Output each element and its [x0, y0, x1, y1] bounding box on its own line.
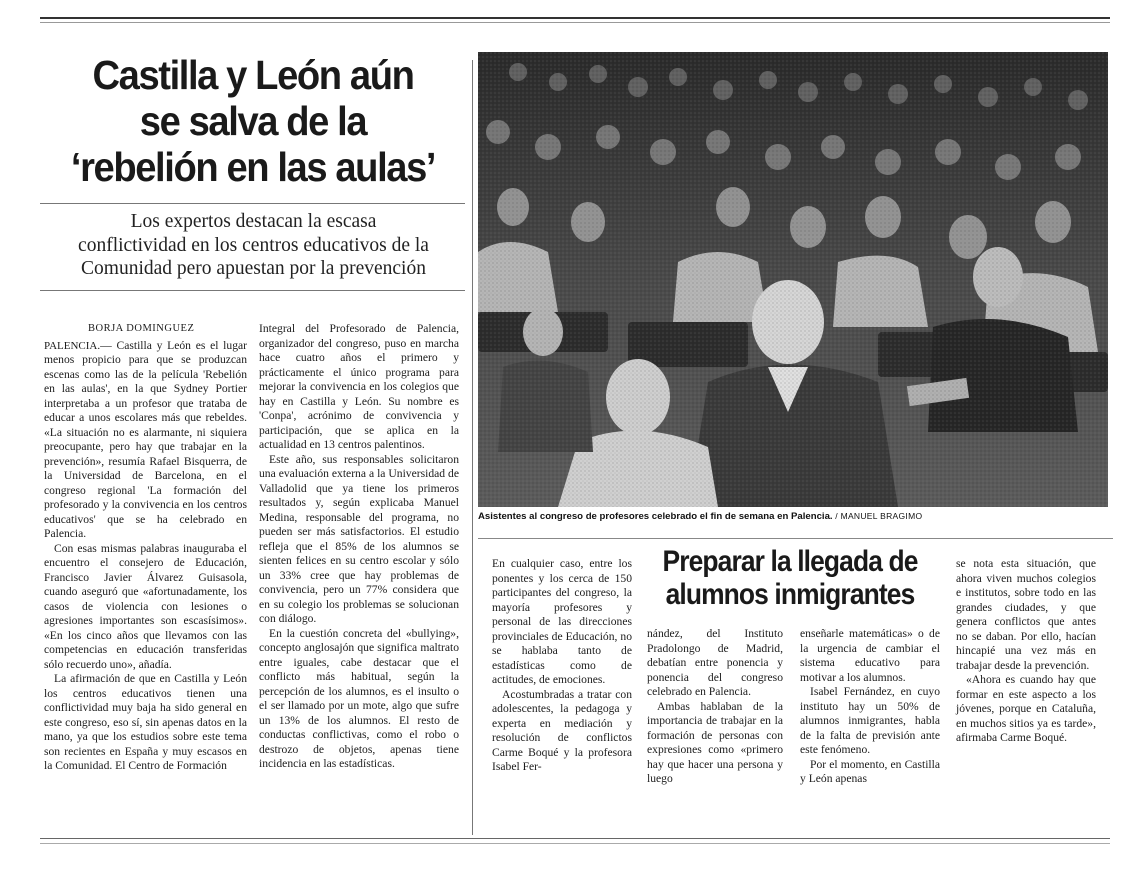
- article-text: — Castilla y León es el lugar menos propicio para que se produzcan escenas como las de la película 'Rebelión en las aulas', en la que Sydney Portier interpretaba a un profesor que trataba de educar a unos escolares más que rebeldes. «La situación no es alarmante, ni siquiera preocupante, pero hay que trabajar en la prevención», resumía Rafael Bisquerra, de la Universidad de Barcelona, en el congreso regional 'La formación del profesorado y la convivencia en los centros educativos' que se ha celebrado en Palencia.: [44, 338, 247, 540]
- sidebar-headline-line: Preparar la llegada de: [662, 545, 918, 578]
- sidebar-headline-line: alumnos inmigrantes: [665, 578, 915, 611]
- column-divider: [472, 60, 473, 835]
- sidebar-headline: [658, 545, 922, 611]
- sidebar-paragraph: En cualquier caso, entre los ponentes y los cerca de 150 participantes del congreso, la mayoría profesores y personal de las direcciones provinciales de Educación, no se hablaba tanto de estadísticas como de actitudes, de emociones.: [492, 557, 632, 686]
- article-paragraph: Con esas mismas palabras inauguraba el encuentro el consejero de Educación, Francisco Javier Álvarez Guisasola, cuando aseguró que «afortunadamente, los casos de violencia con lesiones o agresiones importantes son escasísimos». «En los cinco años que llevamos con las competencias en educación transferidas sólo recuerdo uno», añadía.: [44, 541, 247, 671]
- photo-caption: [478, 511, 1118, 522]
- subhead-rule: [40, 290, 465, 291]
- sidebar-column-6: [956, 557, 1096, 746]
- article-column-2: [259, 322, 459, 772]
- sidebar-paragraph: se nota esta situación, que ahora viven muchos colegios e institutos, sobre todo en las grandes ciudades, y que genera conflictos que antes no se daban. Por ello, hacían hincapié una vez más en trabajar desde la prevención.: [956, 557, 1096, 672]
- byline: BORJA DOMINGUEZ: [88, 323, 195, 334]
- bottom-rule: [40, 838, 1110, 839]
- article-headline: [59, 52, 448, 190]
- article-paragraph: En la cuestión concreta del «bullying», concepto anglosajón que significa maltrato entre iguales, cabe destacar que el conflicto más habitual, según la percepción de los alumnos, es el insulto o el ser llamado por un mote, algo que sufre un 13% de los alumnos. El resto de conductas conflictivas, como el robo o destrozo de objetos, apenas tiene incidencia en las estadísticas.: [259, 626, 459, 770]
- top-rule-thin: [40, 22, 1110, 23]
- headline-line: Castilla y León aún: [92, 52, 414, 98]
- article-paragraph: Este año, sus responsables solicitaron una evaluación externa a la Universidad de Valladolid que ya tiene los primeros resultados y, según explicaba Manuel Medina, responsable del programa, no pueden ser más satisfactorios. El estudio refleja que el 85% de los alumnos se sienten felices en su centro escolar y sólo un 33% cree que hay problemas de convivencia, pero un 77% considera que en su colegio los problemas se solucionan con diálogo.: [259, 452, 459, 625]
- caption-text: Asistentes al congreso de profesores celebrado el fin de semana en Palencia.: [478, 511, 833, 522]
- congress-photo: [478, 52, 1108, 507]
- subhead-line: conflictividad en los centros educativos de la: [78, 234, 429, 256]
- dateline: PALENCIA.: [44, 339, 101, 352]
- article-column-1: [44, 322, 247, 774]
- article-paragraph: [44, 339, 247, 542]
- bottom-rule-thin: [40, 843, 1110, 844]
- article-subhead: [56, 210, 451, 281]
- sidebar-paragraph: Acostumbradas a tratar con adolescentes, la pedagoga y experta en mediación y resolución de conflictos Carme Boqué y la profesora Isabel Fer-: [492, 687, 632, 773]
- subhead-line: Los expertos destacan la escasa: [130, 211, 377, 232]
- headline-rule: [40, 203, 465, 204]
- sidebar-paragraph: Isabel Fernández, en cuyo instituto hay un 50% de alumnos inmigrantes, habla de la falta de previsión ante este fenómeno.: [800, 685, 940, 756]
- article-paragraph: La afirmación de que en Castilla y León los centros educativos tienen una conflictividad muy baja ha sido general en este congreso, eso sí, sin apenas datos en la mano, ya que los estudios sobre este tema son recientes en España y muy escasos en la Comunidad. El Centro de Formación: [44, 672, 247, 772]
- sidebar-paragraph: nández, del Instituto Pradolongo de Madrid, debatían entre ponencia y ponencia del congreso celebrado en Palencia.: [647, 627, 783, 698]
- sidebar-paragraph: «Ahora es cuando hay que formar en este aspecto a los jóvenes, porque en Cataluña, en muchos sitios ya es tarde», afirmaba Carme Boqué.: [956, 673, 1096, 744]
- sidebar-paragraph: Ambas hablaban de la importancia de trabajar en la formación de personas con expresiones como «primero hay que hacer una persona y luego: [647, 699, 783, 785]
- headline-line: ‘rebelión en las aulas’: [70, 144, 436, 190]
- subhead-line: Comunidad pero apuestan por la prevención: [81, 258, 426, 279]
- sidebar-paragraph: enseñarle matemáticas» o de la urgencia de cambiar el sistema educativo para motivar a los alumnos.: [800, 627, 940, 684]
- sidebar-paragraph: Por el momento, en Castilla y León apenas: [800, 757, 940, 785]
- top-rule: [40, 17, 1110, 19]
- audience-photo-illustration: [478, 52, 1108, 507]
- sidebar-column-3: [492, 557, 632, 775]
- sidebar-column-5: [800, 627, 940, 787]
- sidebar-top-rule: [478, 538, 1113, 539]
- headline-line: se salva de la: [139, 98, 367, 144]
- sidebar-column-4: [647, 627, 783, 787]
- photo-credit: / MANUEL BRAGIMO: [835, 511, 923, 521]
- article-paragraph: Integral del Profesorado de Palencia, organizador del congreso, puso en marcha hace cuatro años el primero y prácticamente el único programa para mejorar la convivencia en los colegios que hay en Castilla y León. Su nombre es 'Conpa', acrónimo de convivencia y participación, que se aplica en la actualidad en 13 centros palentinos.: [259, 322, 459, 451]
